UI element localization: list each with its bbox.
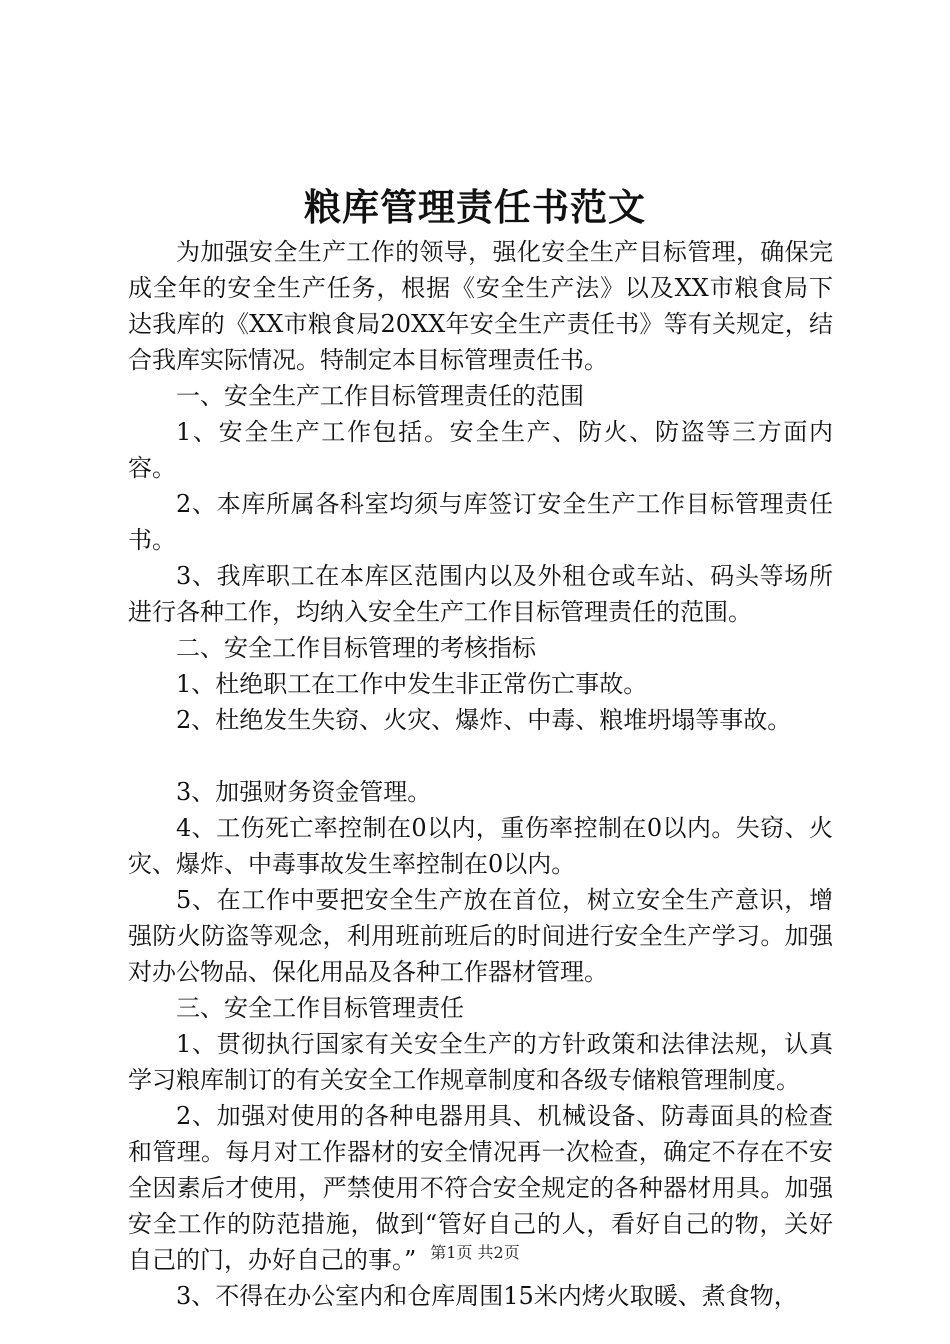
- intro-paragraph: 为加强安全生产工作的领导，强化安全生产目标管理，确保完成全年的安全生产任务，根据《安全生产法》以及XX市粮食局下达我库的《XX市粮食局20XX年安全生产责任书》等有关规定，结合我库实际情况。特制定本目标管理责任书。: [128, 238, 833, 374]
- page-number: 第1页 共2页: [430, 1243, 520, 1262]
- list-item: 4、工伤死亡率控制在0以内，重伤率控制在0以内。失窃、火灾、爆炸、中毒事故发生率控制在0以内。: [128, 814, 833, 878]
- list-item: 1、安全生产工作包括。安全生产、防火、防盗等三方面内容。: [128, 418, 833, 482]
- list-item: 2、杜绝发生失窃、火灾、爆炸、中毒、粮堆坍塌等事故。: [176, 706, 792, 734]
- section-heading-3: 三、安全工作目标管理责任: [176, 994, 464, 1022]
- list-item: 3、不得在办公室内和仓库周围15米内烤火取暖、煮食物，: [176, 1282, 798, 1310]
- list-item: 5、在工作中要把安全生产放在首位，树立安全生产意识，增强防火防盗等观念，利用班前班后的时间进行安全生产学习。加强对办公物品、保化用品及各种工作器材管理。: [128, 886, 833, 986]
- list-item: 3、加强财务资金管理。: [176, 778, 432, 806]
- section-heading-1: 一、安全生产工作目标管理责任的范围: [176, 382, 584, 410]
- list-item: 1、贯彻执行国家有关安全生产的方针政策和法律法规，认真学习粮库制订的有关安全工作规章制度和各级专储粮管理制度。: [128, 1030, 833, 1094]
- document-title: 粮库管理责任书范文: [304, 185, 646, 229]
- section-heading-2: 二、安全工作目标管理的考核指标: [176, 634, 536, 662]
- list-item: 2、加强对使用的各种电器用具、机械设备、防毒面具的检查和管理。每月对工作器材的安全情况再一次检查，确定不存在不安全因素后才使用，严禁使用不符合安全规定的各种器材用具。加强安全工作的防范措施，做到“管好自己的人，看好自己的物，关好自己的门，办好自己的事。”: [128, 1102, 833, 1274]
- list-item: 2、本库所属各科室均须与库签订安全生产工作目标管理责任书。: [128, 490, 833, 554]
- document-body: [128, 234, 833, 1314]
- list-item: 3、我库职工在本库区范围内以及外租仓或车站、码头等场所进行各种工作，均纳入安全生产工作目标管理责任的范围。: [128, 562, 833, 626]
- list-item: 1、杜绝职工在工作中发生非正常伤亡事故。: [176, 670, 648, 698]
